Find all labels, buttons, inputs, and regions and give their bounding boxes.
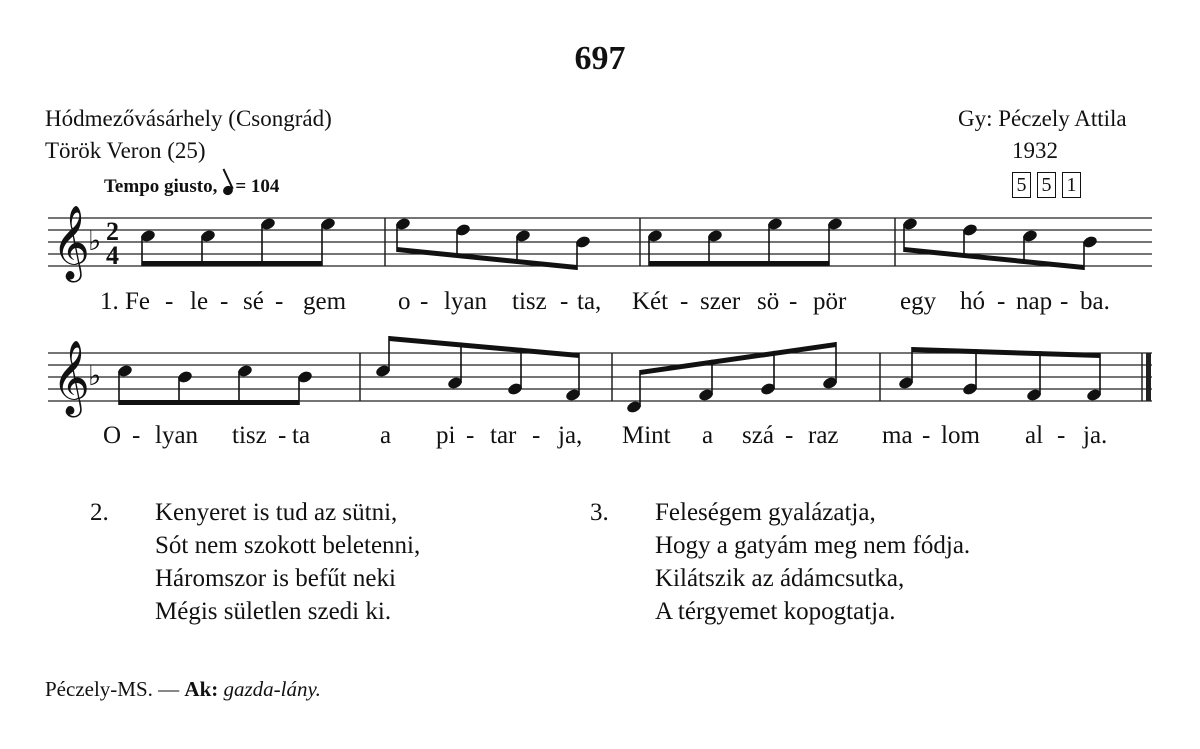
tempo-bpm: = 104 xyxy=(235,176,280,197)
lyric-hyphen: - xyxy=(420,288,429,315)
staff-system-2 xyxy=(48,336,1152,418)
verse-line: Feleségem gyalázatja, xyxy=(655,499,876,526)
flat-icon: ♭ xyxy=(88,224,102,257)
staff-system-1 xyxy=(48,206,1152,283)
footer-ak-label: Ak: xyxy=(184,677,219,701)
lyric-syllable: O xyxy=(103,422,122,449)
lyric-syllable: tar xyxy=(490,422,517,449)
lyric-syllable: 1. Fe xyxy=(100,288,150,315)
final-barline-thick xyxy=(1146,353,1151,401)
lyric-syllable: a xyxy=(702,422,714,449)
verse-line: Háromszor is befűt neki xyxy=(155,565,396,592)
footer-source: Péczely-MS. — xyxy=(45,677,180,701)
lyric-hyphen: - xyxy=(466,422,475,449)
collector-label: Gy: Péczely Attila xyxy=(958,106,1127,131)
lyric-syllable: pi xyxy=(436,422,456,449)
lyric-hyphen: - xyxy=(789,288,798,315)
lyric-syllable: Mint xyxy=(622,422,671,449)
lyric-syllable: tisz xyxy=(232,422,267,449)
beam xyxy=(649,261,829,266)
place-label: Hódmezővásárhely (Csongrád) xyxy=(45,106,332,131)
lyric-hyphen: - xyxy=(532,422,541,449)
lyric-hyphen: - xyxy=(132,422,141,449)
cadence-box: 5 xyxy=(1012,172,1031,198)
beam xyxy=(142,261,322,266)
beam xyxy=(119,400,299,405)
lyric-syllable: Két xyxy=(632,288,669,315)
verse-number: 3. xyxy=(590,499,609,526)
beam xyxy=(389,336,579,358)
verse-line: Kilátszik az ádámcsutka, xyxy=(655,565,905,592)
lyric-syllable: pör xyxy=(813,288,847,315)
singer-label: Török Veron (25) xyxy=(45,138,206,163)
lyric-syllable: o xyxy=(398,288,411,315)
lyric-syllable: a xyxy=(380,422,392,449)
treble-clef-icon: 𝄞 xyxy=(52,206,90,280)
lyric-hyphen: - xyxy=(997,288,1006,315)
verse-3 xyxy=(655,496,970,628)
lyric-syllable: ja. xyxy=(1083,422,1108,449)
time-signature-bottom: 4 xyxy=(106,241,119,270)
lyric-hyphen: - xyxy=(165,288,174,315)
year-label: 1932 xyxy=(1012,138,1058,163)
lyric-syllable: ta xyxy=(292,422,311,449)
lyric-syllable: szer xyxy=(700,288,741,315)
song-number: 697 xyxy=(574,40,626,77)
lyric-syllable: tisz xyxy=(512,288,547,315)
lyric-syllable: ta, xyxy=(577,288,602,315)
lyric-syllable: ma xyxy=(882,422,913,449)
lyric-hyphen: - xyxy=(275,288,284,315)
lyric-hyphen: - xyxy=(785,422,794,449)
lyric-syllable: al xyxy=(1025,422,1044,449)
verse-line: Hogy a gatyám meg nem fódja. xyxy=(655,532,971,559)
verse-line: Sót nem szokott beletenni, xyxy=(155,532,421,559)
lyric-syllable: lyan xyxy=(444,288,488,315)
lyric-syllable: ba. xyxy=(1080,288,1110,315)
lyric-syllable: sö xyxy=(757,288,780,315)
lyric-syllable: szá xyxy=(742,422,774,449)
lyric-syllable: sé xyxy=(243,288,264,315)
treble-clef-icon: 𝄞 xyxy=(52,341,90,415)
beam xyxy=(912,347,1100,358)
verse-line: A térgyemet kopogtatja. xyxy=(655,598,896,625)
verse-line: Kenyeret is tud az sütni, xyxy=(155,499,398,526)
lyric-hyphen: - xyxy=(560,288,569,315)
cadence-box: 1 xyxy=(1062,172,1081,198)
footer-ak-value: gazda-lány. xyxy=(223,677,321,701)
lyric-syllable: ja, xyxy=(558,422,583,449)
lyric-hyphen: - xyxy=(1060,288,1069,315)
verse-number: 2. xyxy=(90,499,109,526)
verse-line: Mégis sületlen szedi ki. xyxy=(155,598,392,625)
tempo-text: Tempo giusto, xyxy=(104,176,218,197)
verse-2 xyxy=(155,496,420,628)
lyric-syllable: lom xyxy=(941,422,980,449)
lyric-syllable: lyan xyxy=(155,422,199,449)
beam xyxy=(640,342,836,375)
lyric-syllable: le xyxy=(190,288,209,315)
lyric-hyphen: - xyxy=(278,422,287,449)
lyric-syllable: raz xyxy=(808,422,839,449)
lyric-syllable: nap xyxy=(1016,288,1053,315)
lyric-syllable: gem xyxy=(303,288,347,315)
lyric-hyphen: - xyxy=(922,422,931,449)
lyric-hyphen: - xyxy=(1057,422,1066,449)
time-signature-top: 2 xyxy=(106,217,119,246)
lyric-hyphen: - xyxy=(220,288,229,315)
lyric-hyphen: - xyxy=(680,288,689,315)
footer-note xyxy=(45,677,321,702)
flat-icon: ♭ xyxy=(88,359,102,392)
lyric-syllable: hó xyxy=(960,288,985,315)
cadence-box: 5 xyxy=(1037,172,1056,198)
lyric-syllable: egy xyxy=(900,288,937,315)
